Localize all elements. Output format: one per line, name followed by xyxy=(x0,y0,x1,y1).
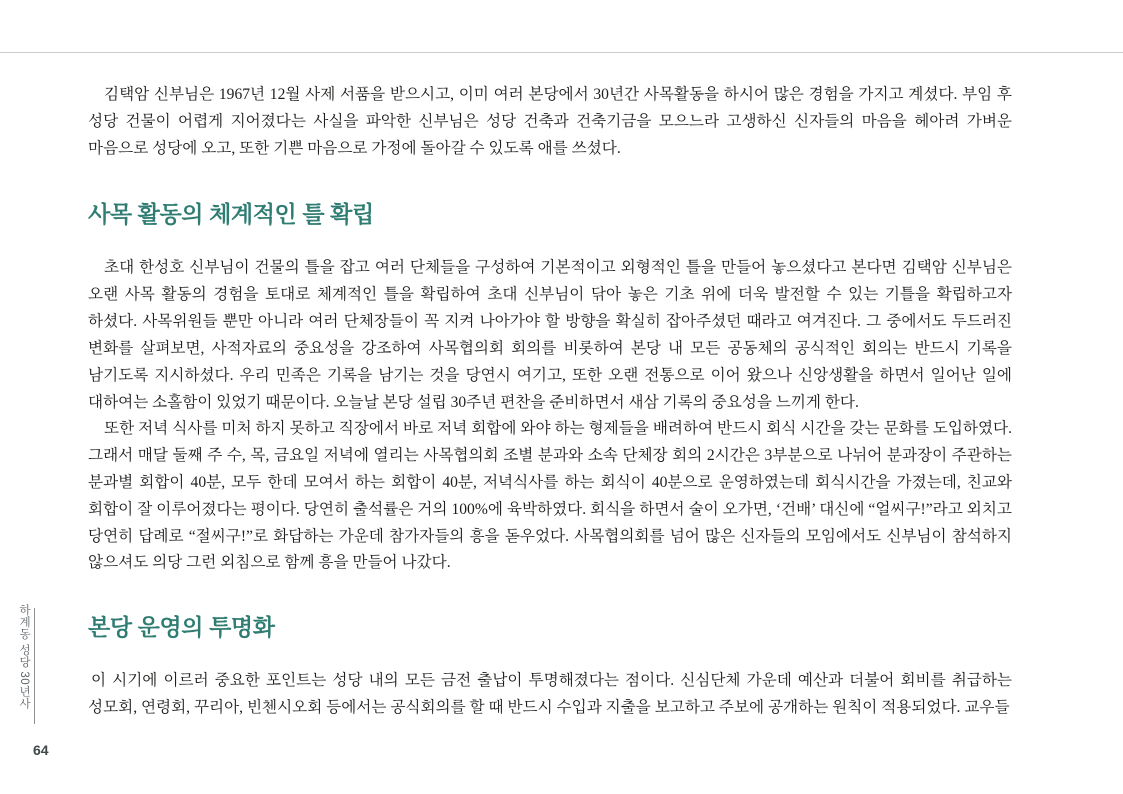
page-content xyxy=(88,82,1012,722)
spacer xyxy=(88,162,1012,196)
header-divider xyxy=(0,52,1123,53)
spacer xyxy=(88,642,1012,668)
section-heading-1: 사목 활동의 체계적인 틀 확립 xyxy=(88,201,374,228)
body-paragraph-3: 이 시기에 이르러 중요한 포인트는 성당 내의 모든 금전 출납이 투명해졌다는 점이다. 신심단체 가운데 예산과 더불어 회비를 취급하는 성모회, 연령회, 꾸리아, 빈첸시오회 등에서는 공식회의를 할 때 반드시 수입과 지출을 보고하고 주보에 공개하는 원칙이 적용되었다. 교우들 xyxy=(88,672,1012,716)
intro-paragraph: 김택암 신부님은 1967년 12월 사제 서품을 받으시고, 이미 여러 본당에서 30년간 사목활동을 하시어 많은 경험을 가지고 계셨다. 부임 후 성당 건물이 어렵게 지어졌다는 사실을 파악한 신부님은 성당 건축과 건축기금을 모으느라 고생하신 신자들의 마음을 헤아려 가벼운 마음으로 성당에 오고, 또한 기쁜 마음으로 가정에 돌아갈 수 있도록 애를 쓰셨다. xyxy=(88,86,1012,157)
page-number: 64 xyxy=(33,742,49,758)
running-title-vertical: 하계동 성당 30년사 xyxy=(18,604,30,710)
section-heading-2: 본당 운영의 투명화 xyxy=(88,614,275,641)
body-paragraph-2: 또한 저녁 식사를 미처 하지 못하고 직장에서 바로 저녁 회합에 와야 하는 형제들을 배려하여 반드시 회식 시간을 갖는 문화를 도입하였다. 그래서 매달 둘째 주 수, 목, 금요일 저녁에 열리는 사목협의회 조별 분과와 소속 단체장 회의 2시간은 3부분으로 나뉘어 분과장이 주관하는 분과별 회합이 40분, 모두 한데 모여서 하는 회합이 40분, 저녁식사를 하는 회식이 40분으로 운영하였는데 회식시간을 가졌는데, 친교와 회합이 잘 이루어졌다는 평이다. 당연히 출석률은 거의 100%에 육박하였다. 회식을 하면서 술이 오가면, ‘건배’ 대신에 “얼씨구!”라고 외치고 당연히 답례로 “절씨구!”로 화답하는 가운데 참가자들의 흥을 돋우었다. 사목협의회를 넘어 많은 신자들의 모임에서도 신부님이 참석하지 않으셔도 의당 그런 외침으로 함께 흥을 만들어 나갔다. xyxy=(88,420,1012,572)
margin-rule xyxy=(34,608,35,724)
spacer xyxy=(88,577,1012,609)
spacer xyxy=(88,229,1012,255)
body-paragraph-1: 초대 한성호 신부님이 건물의 틀을 잡고 여러 단체들을 구성하여 기본적이고 외형적인 틀을 만들어 놓으셨다고 본다면 김택암 신부님은 오랜 사목 활동의 경험을 토대로 체계적인 틀을 확립하여 초대 신부님이 닦아 놓은 기초 위에 더욱 발전할 수 있는 기틀을 확립하고자 하셨다. 사목위원들 뿐만 아니라 여러 단체장들이 꼭 지켜 나아가야 할 방향을 확실히 잡아주셨던 때라고 여겨진다. 그 중에서도 두드러진 변화를 살펴보면, 사적자료의 중요성을 강조하여 사목협의회 회의를 비롯하여 본당 내 모든 공동체의 공식적인 회의는 반드시 기록을 남기도록 지시하셨다. 우리 민족은 기록을 남기는 것을 당연시 여기고, 또한 오랜 전통으로 이어 왔으나 신앙생활을 하면서 일어난 일에 대하여는 소홀함이 있었기 때문이다. 오늘날 본당 설립 30주년 편찬을 준비하면서 새삼 기록의 중요성을 느끼게 한다. xyxy=(88,259,1012,411)
